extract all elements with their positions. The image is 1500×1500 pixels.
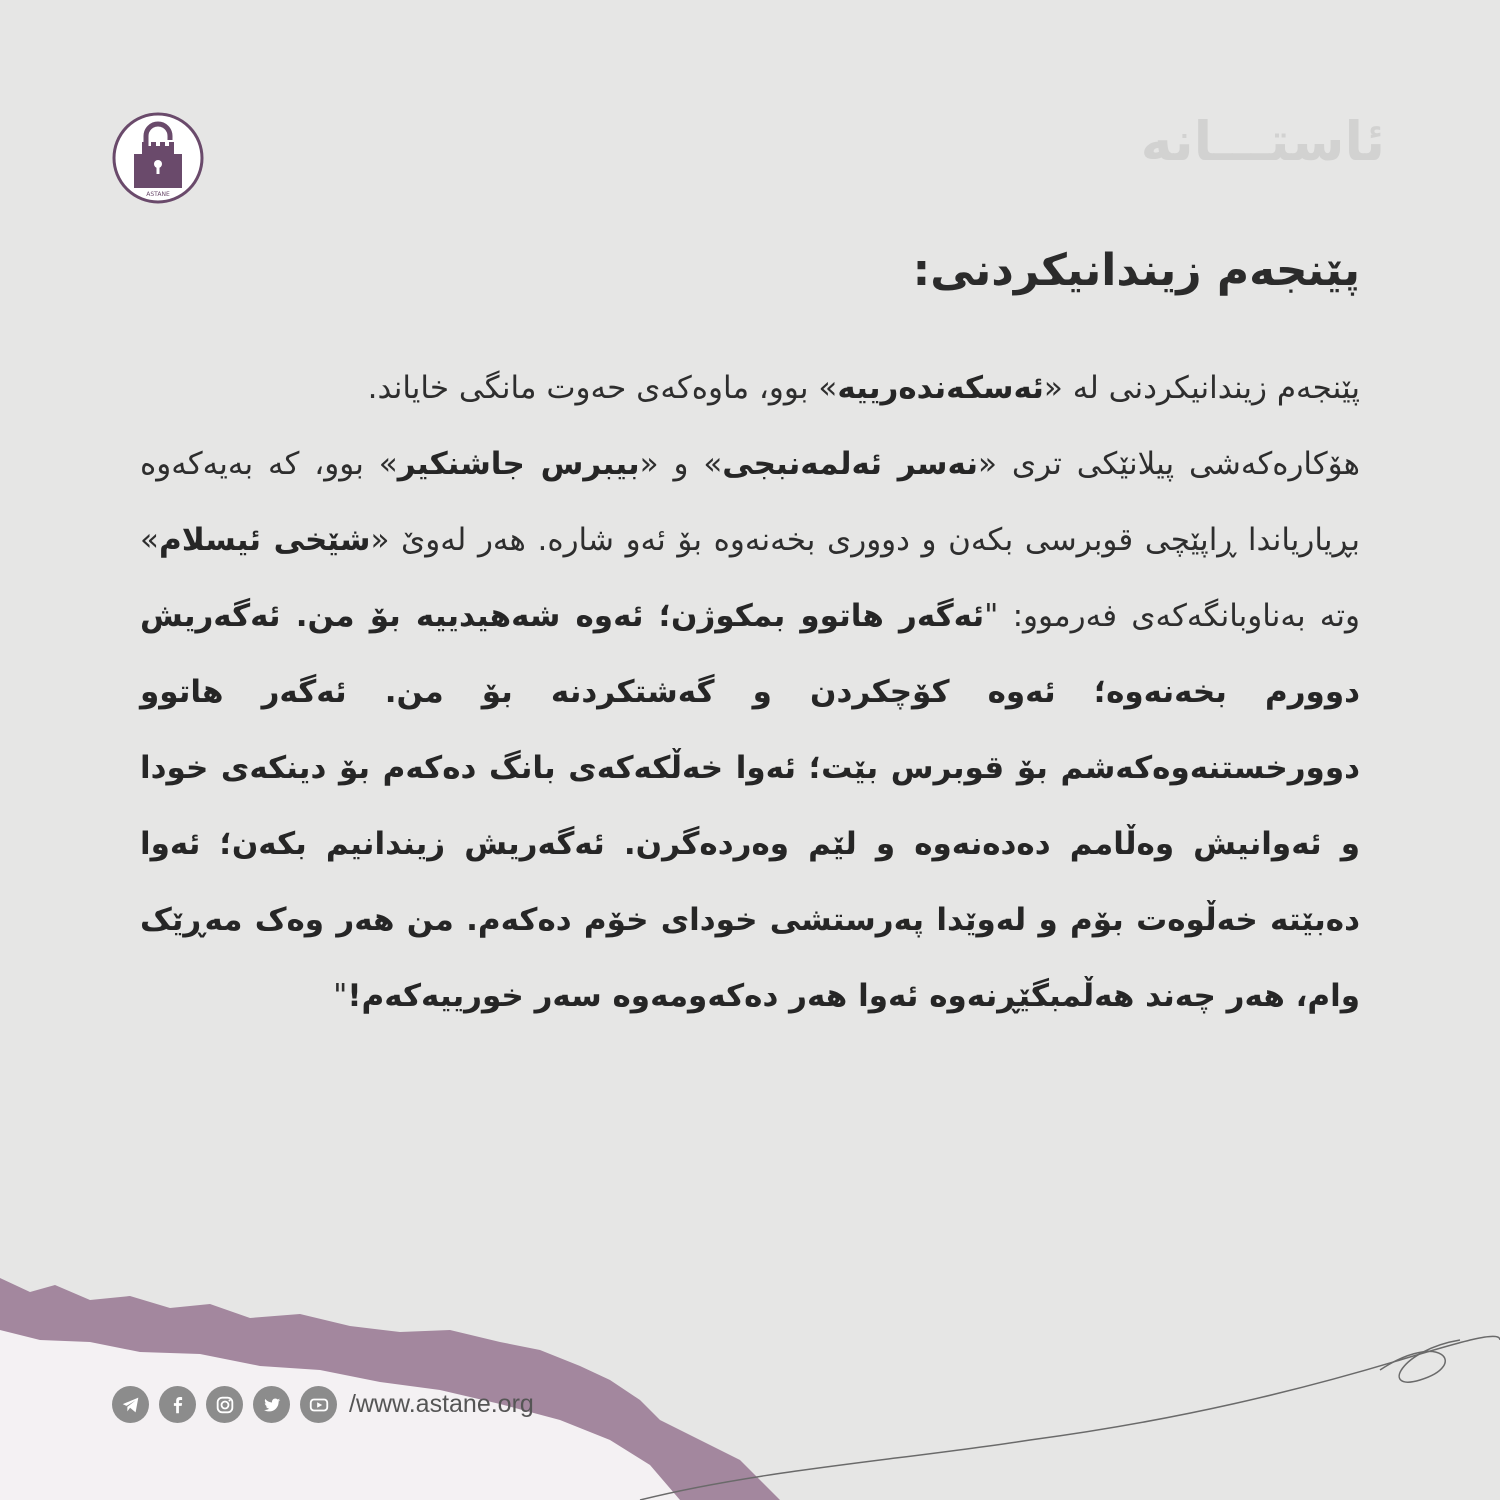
youtube-button[interactable] (300, 1386, 337, 1423)
website-link[interactable]: /www.astane.org (349, 1390, 534, 1418)
brand-name: ئاستـــانە (1140, 110, 1385, 173)
footer (112, 1386, 534, 1423)
instagram-button[interactable] (206, 1386, 243, 1423)
text-span: » بوو، کە بەیەکەوە بڕیاریاندا ڕاپێچی قوبرسی بکەن و دووری بخەنەوە بۆ ئەو شارە. هەر لەوێ « (140, 446, 1361, 558)
text-span: " (333, 978, 348, 1014)
instagram-icon (214, 1394, 236, 1416)
logo-caption: ASTANE (146, 191, 170, 198)
paragraph-2 (140, 426, 1360, 1034)
twitter-button[interactable] (253, 1386, 290, 1423)
bold-term: نەسر ئەلمەنبجی (722, 446, 978, 482)
logo (112, 112, 204, 204)
text-span: هۆکارەکەشی پیلانێکی تری « (978, 446, 1360, 482)
telegram-button[interactable] (112, 1386, 149, 1423)
paragraph-1 (140, 350, 1360, 426)
castle-lock-icon (112, 112, 204, 204)
text-span: پێنجەم زیندانیکردنی لە « (1043, 370, 1360, 406)
telegram-icon (120, 1394, 142, 1416)
twitter-icon (261, 1394, 283, 1416)
facebook-icon (167, 1394, 189, 1416)
bold-term: ئەسکەندەرییە (837, 370, 1044, 406)
text-span: » وتە بەناوبانگەکەی فەرموو: " (140, 522, 1360, 634)
facebook-button[interactable] (159, 1386, 196, 1423)
article-body (140, 350, 1360, 1034)
torn-paper-decoration (0, 1270, 1500, 1500)
text-span: » و « (639, 446, 723, 482)
bold-term: شێخی ئیسلام (158, 522, 371, 558)
text-span: » بوو، ماوەکەی حەوت مانگی خایاند. (367, 370, 838, 406)
bold-quote: ئەگەر هاتوو بمکوژن؛ ئەوە شەهیدییە بۆ من. ئەگەریش دوورم بخەنەوە؛ ئەوە کۆچکردن و گەشتکردنە بۆ من. ئەگەر هاتوو دوورخستنەوەکەشم بۆ قوبرس بێت؛ ئەوا خەڵکەکەی بانگ دەکەم بۆ دینکەی خودا و ئەوانیش وەڵامم دەدەنەوە و لێم وەردەگرن. ئەگەریش زیندانیم بکەن؛ ئەوا دەبێتە خەڵوەت بۆم و لەوێدا پەرستشی خودای خۆم دەکەم. من هەر وەک مەڕێک وام، هەر چەند هەڵمبگێڕنەوە ئەوا هەر دەکەومەوە سەر خورییەکەم! (140, 598, 1360, 1014)
youtube-icon (308, 1394, 330, 1416)
bold-term: بیبرس جاشنکیر (397, 446, 640, 482)
article-heading: پێنجەم زیندانیکردنی: (912, 245, 1360, 296)
